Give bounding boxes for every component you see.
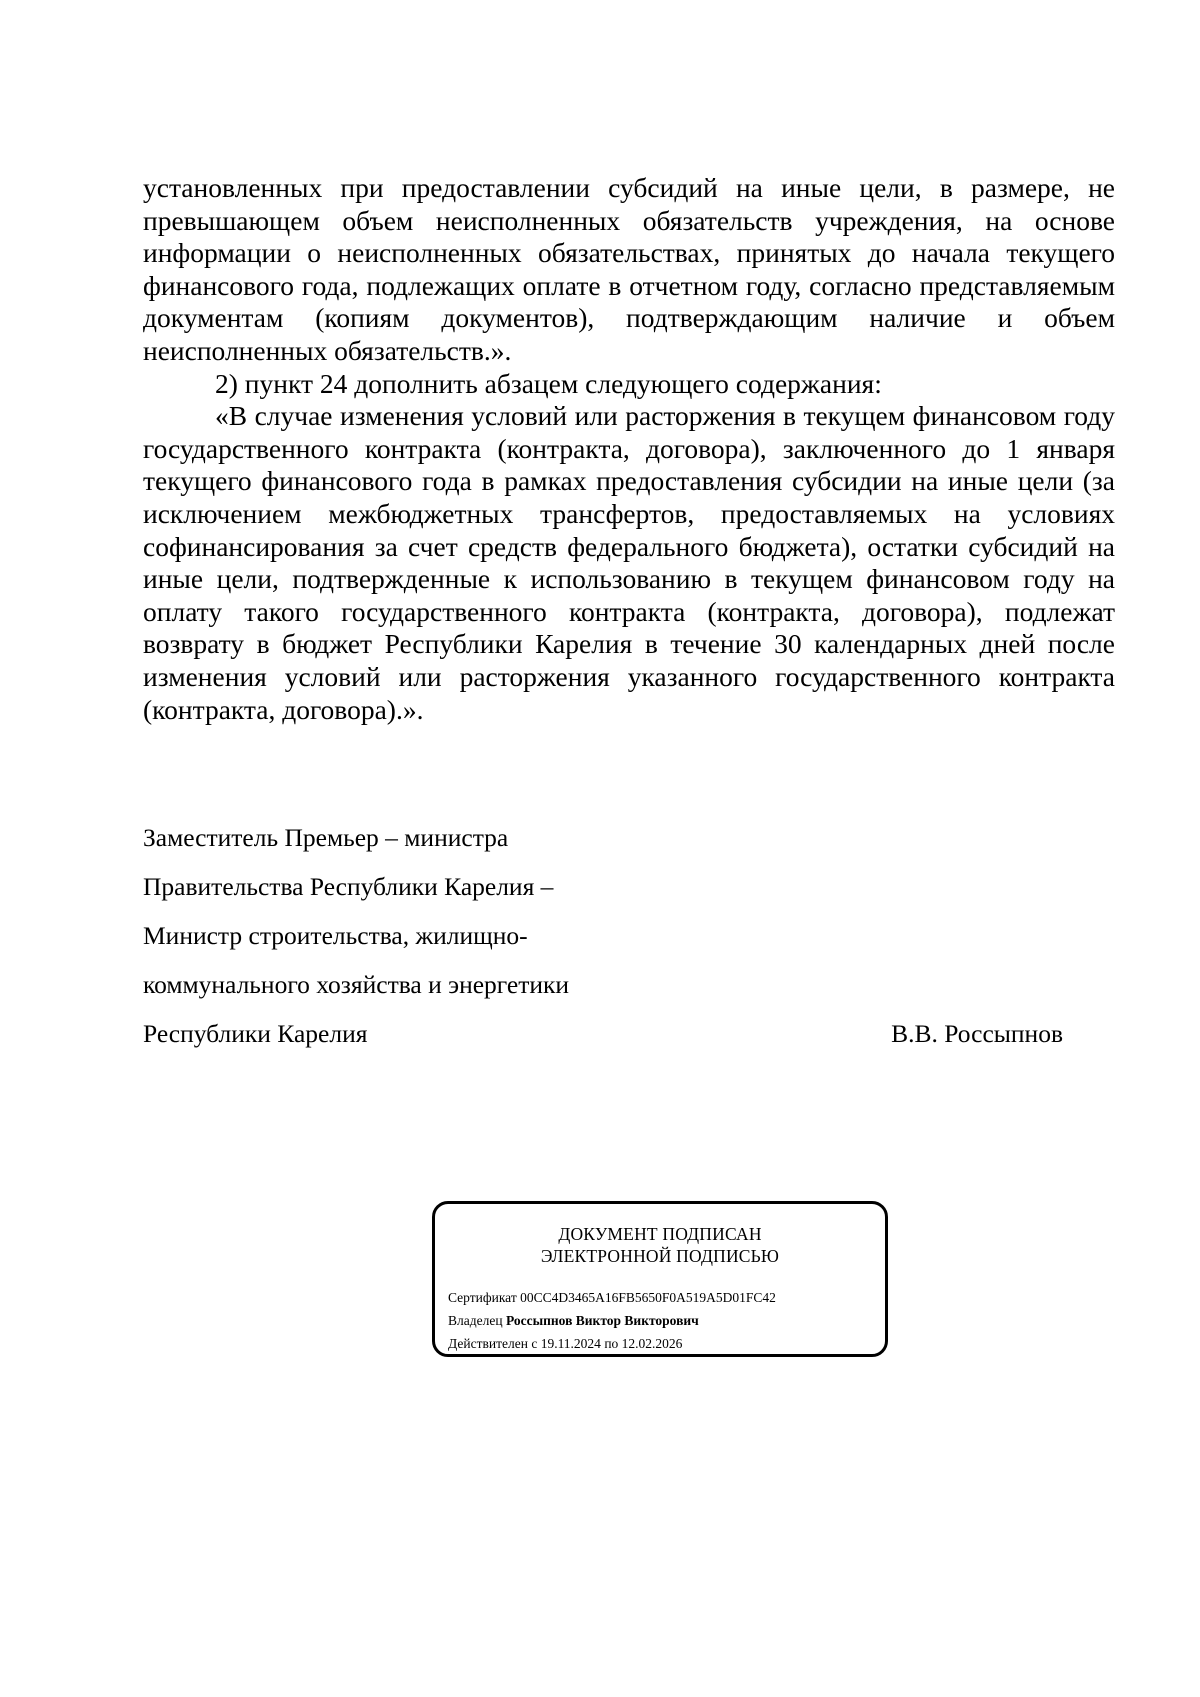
stamp-validity (448, 1332, 776, 1355)
owner-value: Россыпнов Виктор Викторович (505, 1313, 699, 1328)
certificate-value: 00CC4D3465A16FB5650F0A519A5D01FC42 (520, 1290, 776, 1305)
signature-block (143, 823, 1063, 1068)
valid-from-date: 19.11.2024 (540, 1336, 601, 1351)
stamp-owner (448, 1309, 776, 1332)
signer-position-text: Правительства Республики Карелия – (143, 872, 554, 901)
certificate-label: Сертификат (448, 1290, 517, 1305)
body-paragraph-quote: «В случае изменения условий или расторжения в текущем финансовом году государственного контракта (контракта, договора), заключенного до 1 января текущего финансового года в рамках предоставления субсидии на иные цели (за исключением межбюджетных трансфертов, предоставляемых на условиях софинансирования за счет средств федерального бюджета), остатки субсидий на иные цели, подтвержденные к использованию в текущем финансовом году на оплату такого государственного контракта (контракта, договора), подлежат возврату в бюджет Республики Карелия в течение 30 календарных дней после изменения условий или расторжения указанного государственного контракта (контракта, договора).». (143, 400, 1115, 725)
signer-position-text: Заместитель Премьер – министра (143, 823, 509, 852)
stamp-title-line: ДОКУМЕНТ ПОДПИСАН (558, 1224, 762, 1244)
signer-name: В.В. Россыпнов (891, 1019, 1063, 1048)
valid-label: Действителен (448, 1336, 528, 1351)
body-paragraph-item-2: 2) пункт 24 дополнить абзацем следующего содержания: (215, 367, 882, 399)
stamp-title-line: ЭЛЕКТРОННОЙ ПОДПИСЬЮ (540, 1246, 780, 1266)
electronic-signature-stamp (432, 1201, 888, 1357)
document-body (143, 172, 1115, 726)
signer-position-text: Министр строительства, жилищно- (143, 921, 528, 950)
signer-position-line (143, 1019, 1063, 1068)
signer-position-text: Республики Карелия (143, 1019, 368, 1048)
signer-position-text: коммунального хозяйства и энергетики (143, 970, 570, 999)
body-paragraph-continuation: установленных при предоставлении субсидий на иные цели, в размере, не превышающем объем неисполненных обязательств учреждения, на основе информации о неисполненных обязательствах, принятых до начала текущего финансового года, подлежащих оплате в отчетном году, согласно представляемым документам (копиям документов), подтверждающим наличие и объем неисполненных обязательств.». (143, 172, 1115, 366)
valid-from-label: с (531, 1336, 538, 1351)
signer-position-line (143, 970, 1063, 1019)
stamp-details (448, 1286, 776, 1355)
valid-to-label: по (604, 1336, 619, 1351)
stamp-title (435, 1223, 885, 1267)
valid-to-date: 12.02.2026 (621, 1336, 683, 1351)
signer-position-line (143, 921, 1063, 970)
signer-position-line (143, 823, 1063, 872)
owner-label: Владелец (448, 1313, 503, 1328)
signer-position-line (143, 872, 1063, 921)
stamp-certificate (448, 1286, 776, 1309)
